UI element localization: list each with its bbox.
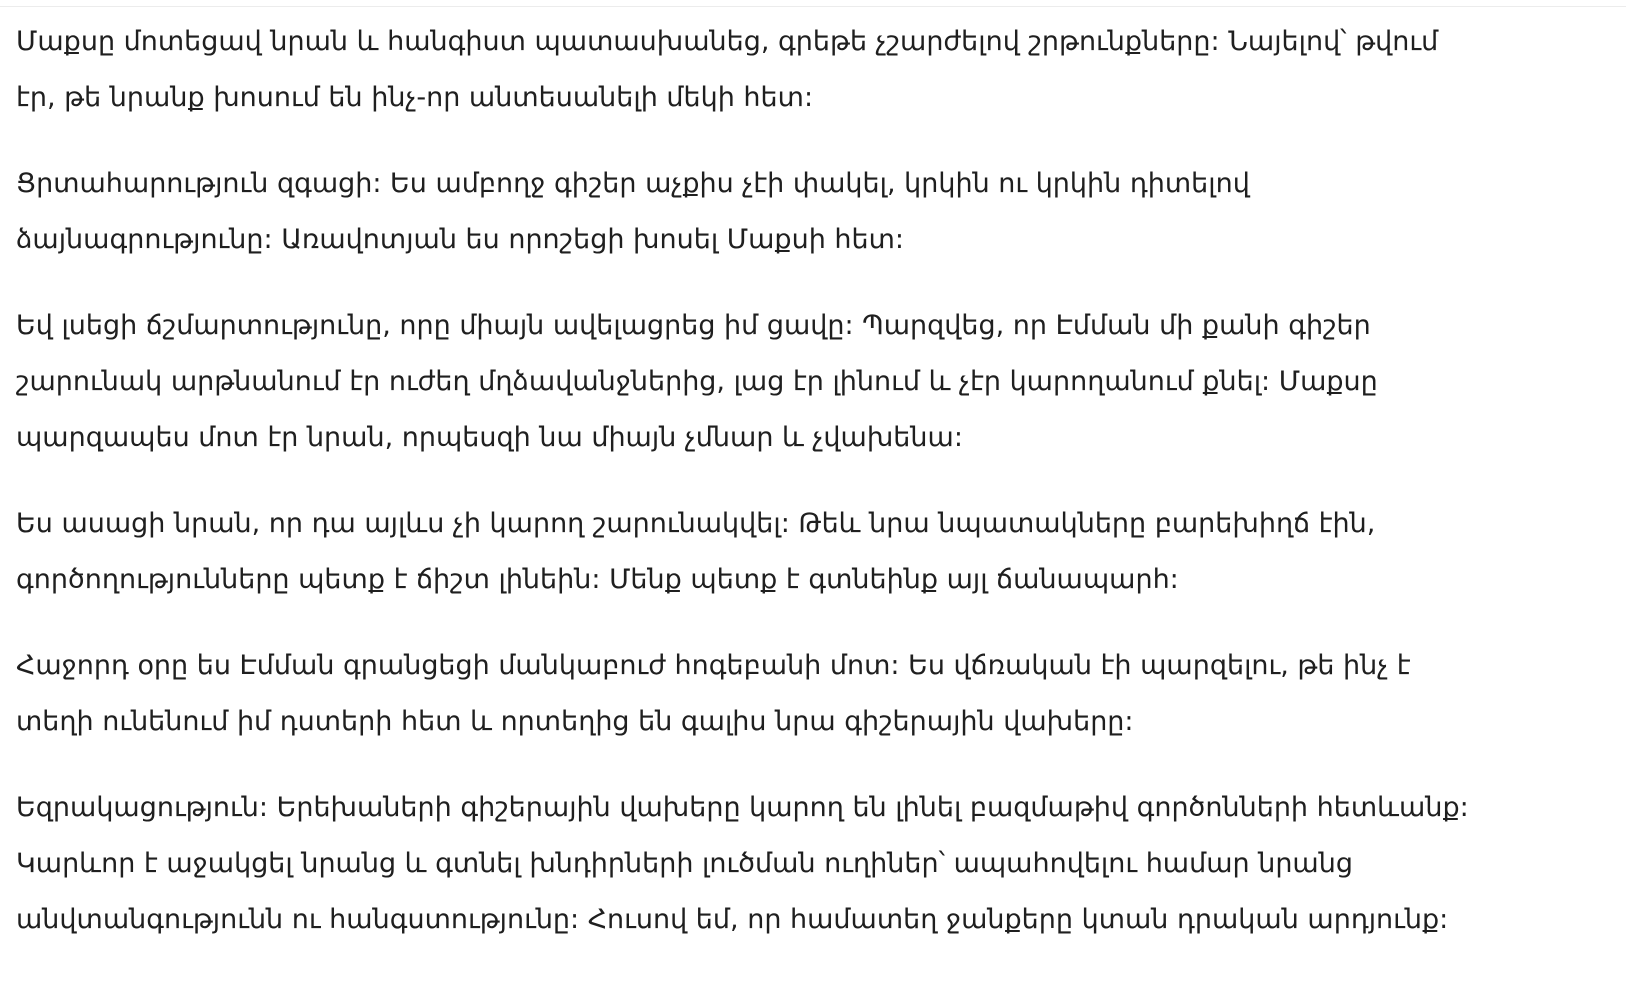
text-line: էր, թե նրանք խոսում են ինչ-որ անտեսանելի մեկի հետ: <box>16 82 814 113</box>
text-line: Եզրակացություն: Երեխաների գիշերային վախերը կարող են լինել բազմաթիվ գործոնների հետևանք: <box>16 792 1469 823</box>
text-line: Կարևոր է աջակցել նրանց և գտնել խնդիրների լուծման ուղիներ՝ ապահովելու համար նրանց <box>16 848 1353 879</box>
text-line: տեղի ունենում իմ դստերի հետ և որտեղից են գալիս նրա գիշերային վախերը: <box>16 706 1134 737</box>
paragraph <box>16 780 1596 948</box>
text-line: Մաքսը մոտեցավ նրան և հանգիստ պատասխանեց, գրեթե չշարժելով շրթունքները: Նայելով՝ թվում <box>16 26 1439 57</box>
paragraph <box>16 298 1596 466</box>
text-line: գործողությունները պետք է ճիշտ լինեին: Մենք պետք է գտնեինք այլ ճանապարհ: <box>16 564 1179 595</box>
article-body <box>16 14 1596 978</box>
paragraph <box>16 156 1596 268</box>
text-line: ձայնագրությունը: Առավոտյան ես որոշեցի խոսել Մաքսի հետ: <box>16 224 905 255</box>
paragraph <box>16 14 1596 126</box>
text-line: պարզապես մոտ էր նրան, որպեսզի նա միայն չմնար և չվախենա: <box>16 422 963 453</box>
text-line: անվտանգությունն ու հանգստությունը: Հուսով եմ, որ համատեղ ջանքերը կտան դրական արդյունք: <box>16 904 1449 935</box>
text-line: Հաջորդ օրը ես Էմման գրանցեցի մանկաբուժ հոգեբանի մոտ: Ես վճռական էի պարզելու, թե ինչ է <box>16 650 1411 681</box>
text-line: շարունակ արթնանում էր ուժեղ մղձավանջներից, լաց էր լինում և չէր կարողանում քնել: Մաքսը <box>16 366 1378 397</box>
text-line: Ցրտահարություն զգացի: Ես ամբողջ գիշեր աչքիս չէի փակել, կրկին ու կրկին դիտելով <box>16 168 1250 199</box>
text-line: Ես ասացի նրան, որ դա այլևս չի կարող շարունակվել: Թեև նրա նպատակները բարեխիղճ էին, <box>16 508 1376 539</box>
top-divider <box>0 6 1626 7</box>
paragraph <box>16 638 1596 750</box>
text-line: Եվ լսեցի ճշմարտությունը, որը միայն ավելացրեց իմ ցավը: Պարզվեց, որ Էմման մի քանի գիշեր <box>16 310 1371 341</box>
paragraph <box>16 496 1596 608</box>
